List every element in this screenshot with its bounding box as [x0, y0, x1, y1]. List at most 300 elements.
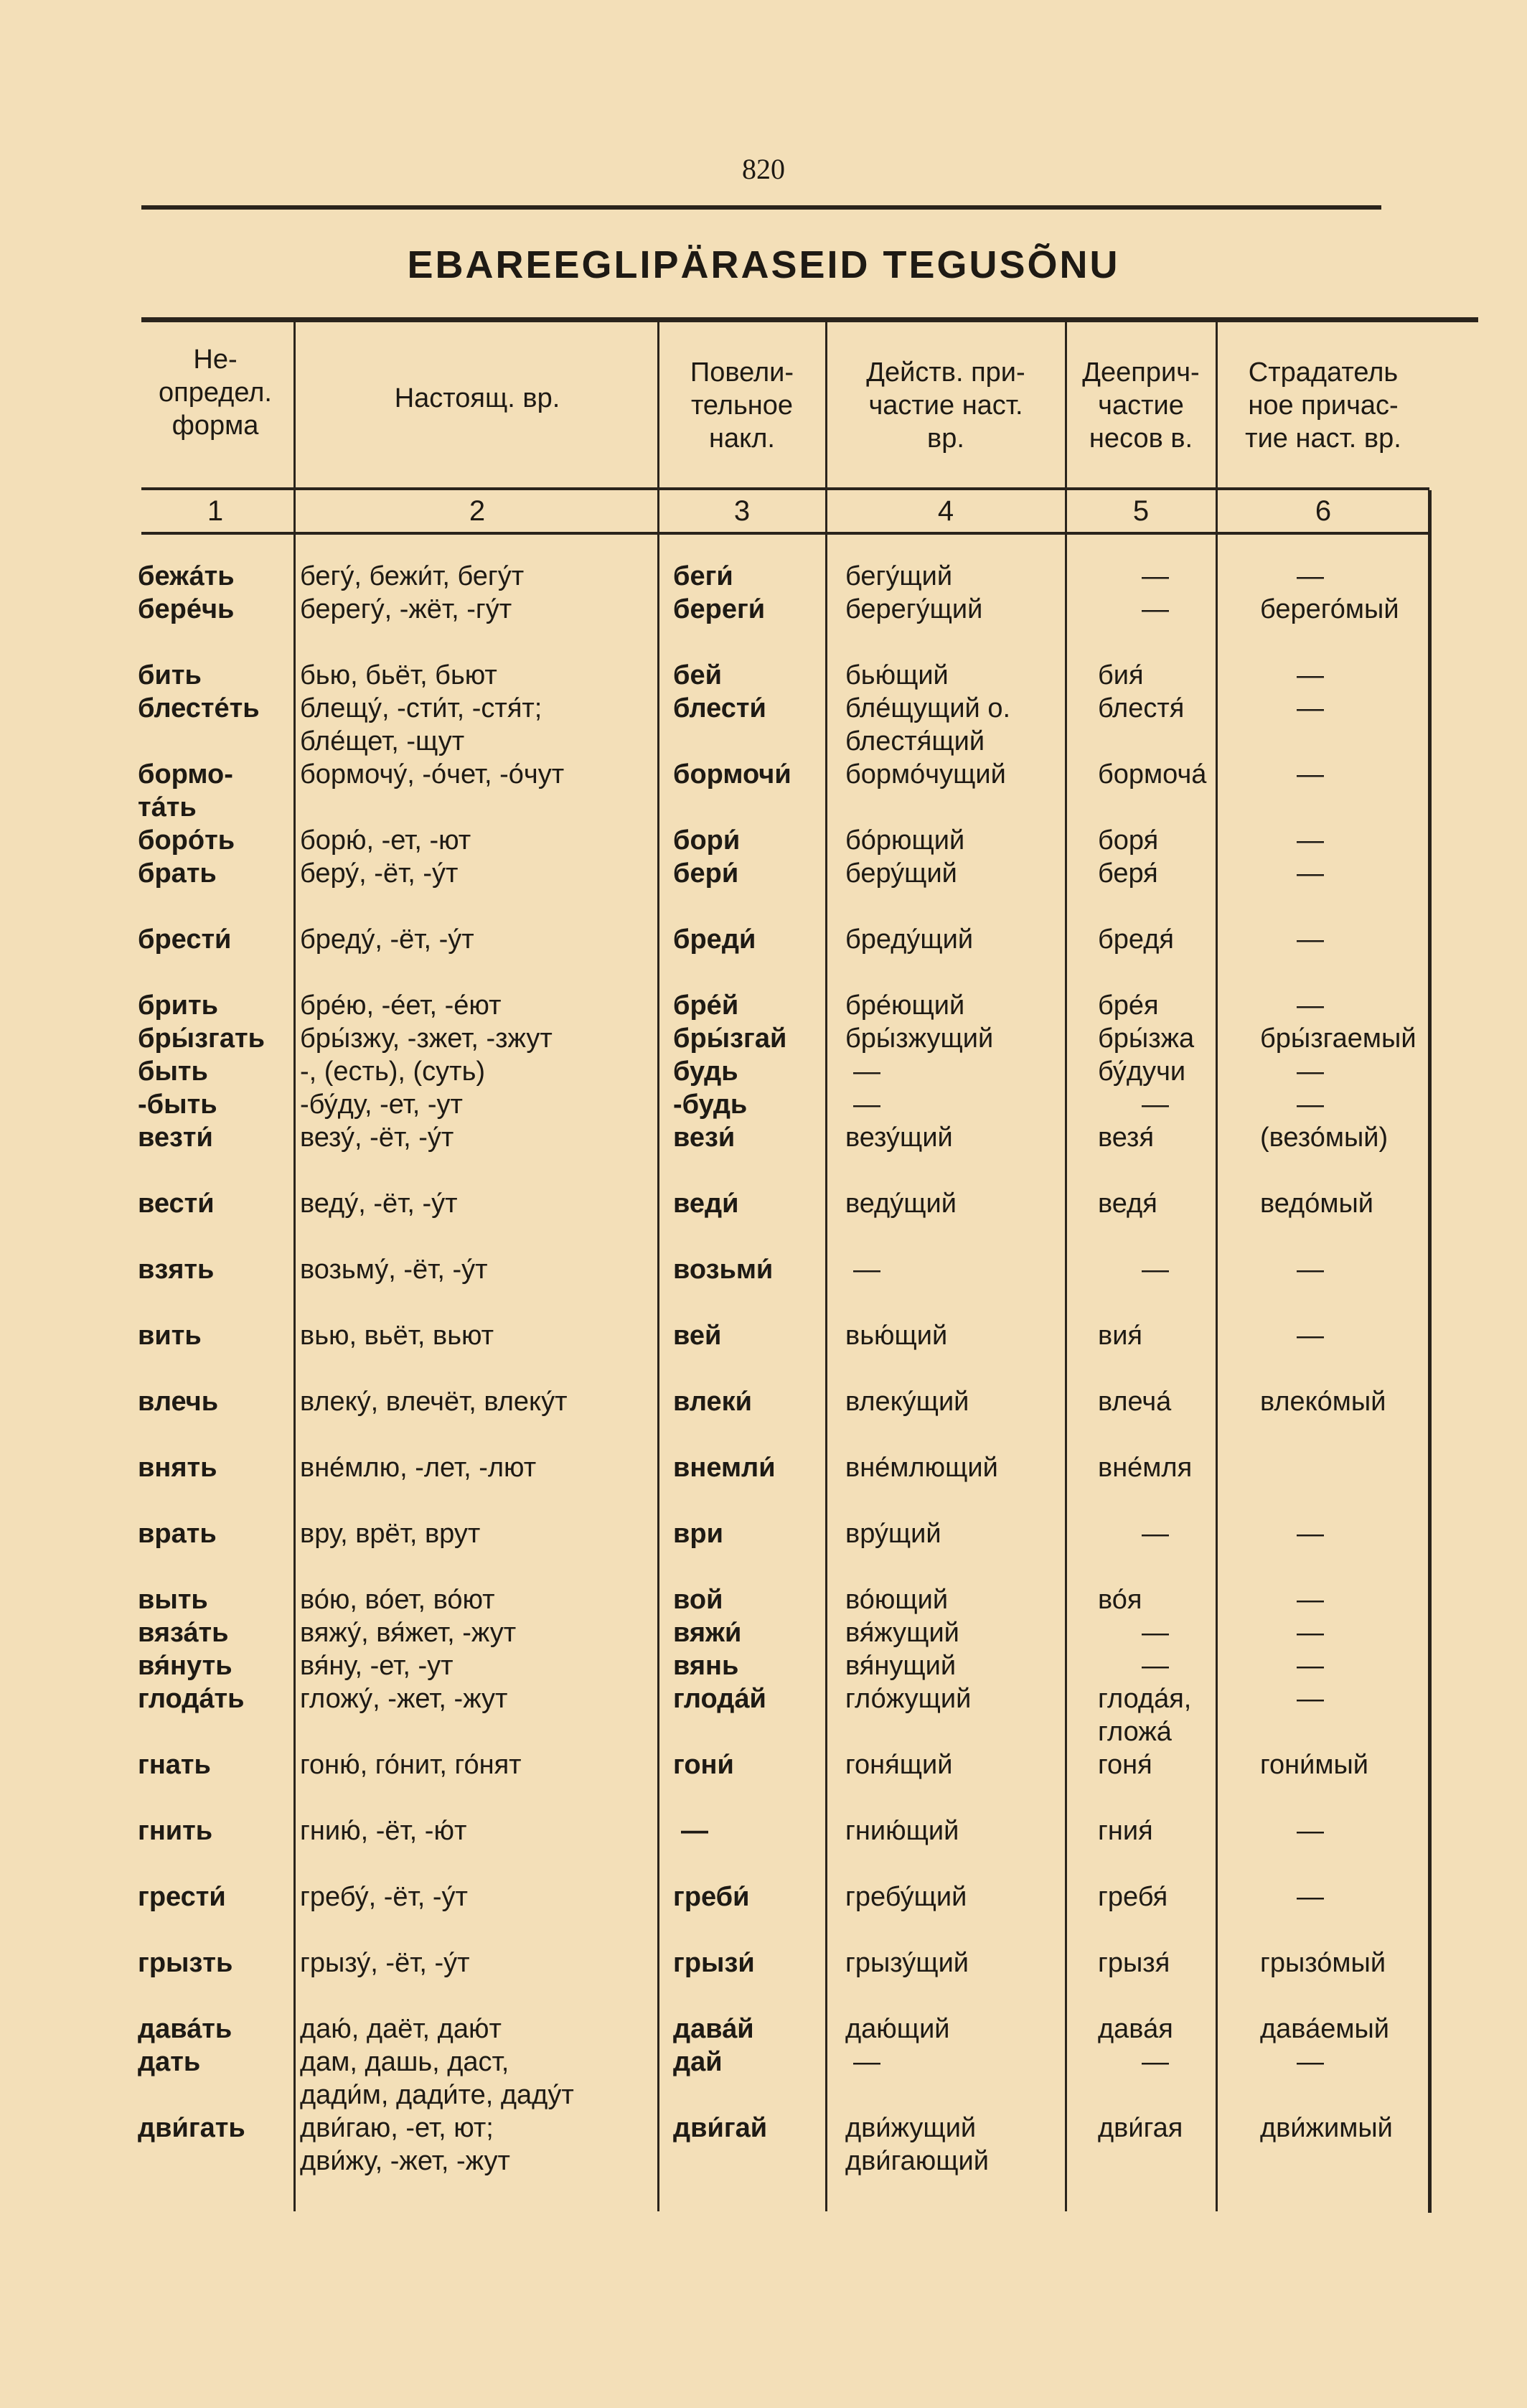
- present-tense-text: бормочу́, -о́чет, -о́чут: [300, 759, 565, 790]
- infinitive-cell: [136, 1385, 294, 1418]
- infinitive-text: дви́гать: [138, 2113, 245, 2143]
- active-participle-cell: [837, 1385, 1088, 1418]
- infinitive-text: вя́нуть: [138, 1651, 232, 1681]
- present-tense-text: вяжу́, вя́жет, -жут: [300, 1618, 517, 1648]
- imperative-cell: [666, 989, 837, 1022]
- spacer-cell: [666, 1418, 837, 1451]
- spacer-cell: [1247, 1847, 1468, 1880]
- present-tense-text: гложу́, -жет, -жут: [300, 1684, 508, 1714]
- imperative-text: внемли́: [673, 1453, 776, 1483]
- adverbial-participle-text: гложа́: [1098, 1717, 1172, 1747]
- spacer-cell: [136, 1847, 294, 1880]
- infinitive-text: бежа́ть: [138, 561, 235, 591]
- active-participle-cell: [837, 1814, 1088, 1847]
- active-participle-text: —: [853, 1255, 880, 1285]
- infinitive-text: брить: [138, 990, 219, 1021]
- passive-participle-cell: [1247, 1187, 1468, 1220]
- spacer-cell: [666, 1847, 837, 1880]
- infinitive-text: дать: [138, 2047, 201, 2077]
- table-row: [136, 593, 1468, 626]
- number-row-bottom-rule: [141, 532, 1429, 535]
- imperative-cell: [666, 1616, 837, 1649]
- passive-participle-text: ведо́мый: [1260, 1189, 1374, 1219]
- infinitive-cell: [136, 758, 294, 791]
- table-row: [136, 1748, 1468, 1781]
- passive-participle-text: берего́мый: [1260, 594, 1399, 624]
- adverbial-participle-cell: [1088, 791, 1247, 824]
- passive-participle-cell: [1247, 1616, 1468, 1649]
- row-spacer: [136, 1550, 1468, 1583]
- table-row: [136, 1616, 1468, 1649]
- active-participle-text: вью́щий: [845, 1321, 948, 1351]
- passive-participle-text: —: [1297, 1585, 1324, 1615]
- present-tense-text: блещу́, -сти́т, -стя́т;: [300, 693, 542, 723]
- header-col-6: Страдатель ное причас- тие наст. вр.: [1245, 357, 1401, 454]
- passive-participle-cell: [1247, 1253, 1468, 1286]
- present-tense-text: веду́, -ёт, -у́т: [300, 1189, 458, 1219]
- infinitive-cell: [136, 1088, 294, 1121]
- infinitive-text: глода́ть: [138, 1684, 245, 1714]
- table-row: [136, 659, 1468, 692]
- adverbial-participle-cell: [1088, 1715, 1247, 1748]
- passive-participle-text: —: [1297, 1618, 1324, 1648]
- active-participle-cell: [837, 1517, 1088, 1550]
- infinitive-cell: [136, 1583, 294, 1616]
- passive-participle-cell: [1247, 2145, 1468, 2178]
- infinitive-cell: [136, 2013, 294, 2046]
- spacer-cell: [666, 1352, 837, 1385]
- spacer-cell: [1088, 956, 1247, 989]
- table-row: [136, 1187, 1468, 1220]
- passive-participle-cell: [1247, 593, 1468, 626]
- infinitive-text: бере́чь: [138, 594, 235, 624]
- adverbial-participle-text: —: [1142, 561, 1169, 591]
- imperative-text: грызи́: [673, 1948, 755, 1978]
- passive-participle-text: влеко́мый: [1260, 1387, 1386, 1417]
- infinitive-cell: [136, 1187, 294, 1220]
- passive-participle-cell: [1247, 758, 1468, 791]
- row-spacer: [136, 1484, 1468, 1517]
- passive-participle-cell: [1247, 2013, 1468, 2046]
- spacer-cell: [1088, 890, 1247, 923]
- present-tense-text: влеку́, влечёт, влеку́т: [300, 1387, 568, 1417]
- row-spacer: [136, 1352, 1468, 1385]
- passive-participle-cell: [1247, 2079, 1468, 2112]
- infinitive-text: вяза́ть: [138, 1618, 229, 1648]
- active-participle-cell: [837, 1055, 1088, 1088]
- infinitive-text: быть: [138, 1057, 208, 1087]
- header-col-3: Повели- тельное накл.: [690, 357, 794, 454]
- spacer-cell: [294, 1286, 666, 1319]
- imperative-text: гони́: [673, 1750, 734, 1780]
- spacer-cell: [837, 1286, 1088, 1319]
- present-tense-text: бреду́, -ёт, -у́т: [300, 924, 474, 955]
- passive-participle-text: —: [1297, 924, 1324, 955]
- spacer-cell: [136, 1352, 294, 1385]
- infinitive-text: врать: [138, 1519, 217, 1549]
- imperative-cell: [666, 1682, 837, 1715]
- adverbial-participle-cell: [1088, 659, 1247, 692]
- active-participle-cell: [837, 1880, 1088, 1913]
- passive-participle-cell: [1247, 1451, 1468, 1484]
- imperative-cell: [666, 1814, 837, 1847]
- spacer-cell: [1088, 1913, 1247, 1946]
- adverbial-participle-text: бры́зжа: [1098, 1023, 1195, 1054]
- spacer-cell: [294, 1550, 666, 1583]
- imperative-text: вянь: [673, 1651, 739, 1681]
- passive-participle-text: —: [1297, 1684, 1324, 1714]
- active-participle-cell: [837, 2013, 1088, 2046]
- imperative-cell: [666, 659, 837, 692]
- adverbial-participle-text: блестя́: [1098, 693, 1185, 723]
- passive-participle-cell: [1247, 1385, 1468, 1418]
- spacer-cell: [1247, 1220, 1468, 1253]
- table-row: [136, 1649, 1468, 1682]
- column-number-3: 3: [733, 495, 751, 527]
- adverbial-participle-cell: [1088, 1583, 1247, 1616]
- imperative-cell: [666, 1649, 837, 1682]
- present-tense-cell: [294, 1583, 666, 1616]
- spacer-cell: [294, 1913, 666, 1946]
- active-participle-cell: [837, 2046, 1088, 2079]
- adverbial-participle-cell: [1088, 1748, 1247, 1781]
- spacer-cell: [1247, 1286, 1468, 1319]
- infinitive-cell: [136, 989, 294, 1022]
- table-row: [136, 857, 1468, 890]
- row-spacer: [136, 890, 1468, 923]
- table-row: [136, 791, 1468, 824]
- adverbial-participle-cell: [1088, 2013, 1247, 2046]
- passive-participle-cell: [1247, 1682, 1468, 1715]
- active-participle-cell: [837, 659, 1088, 692]
- spacer-cell: [837, 956, 1088, 989]
- active-participle-text: бормо́чущий: [845, 759, 1006, 790]
- infinitive-text: внять: [138, 1453, 217, 1483]
- imperative-text: глода́й: [673, 1684, 766, 1714]
- active-participle-text: гнию́щий: [845, 1816, 959, 1846]
- adverbial-participle-text: —: [1142, 594, 1169, 624]
- active-participle-text: во́ющий: [845, 1585, 949, 1615]
- imperative-cell: [666, 923, 837, 956]
- imperative-cell: [666, 2145, 837, 2178]
- passive-participle-cell: [1247, 725, 1468, 758]
- active-participle-text: —: [853, 1057, 880, 1087]
- spacer-cell: [1247, 1154, 1468, 1187]
- present-tense-text: вру, врёт, врут: [300, 1519, 481, 1549]
- present-tense-text: даю́, даёт, даю́т: [300, 2014, 502, 2044]
- passive-participle-text: дви́жимый: [1260, 2113, 1393, 2143]
- active-participle-cell: [837, 2145, 1088, 2178]
- imperative-text: береги́: [673, 594, 766, 624]
- adverbial-participle-text: дава́я: [1098, 2014, 1173, 2044]
- imperative-cell: [666, 1022, 837, 1055]
- column-number-4: 4: [937, 495, 954, 527]
- adverbial-participle-text: —: [1142, 1255, 1169, 1285]
- present-tense-cell: [294, 824, 666, 857]
- infinitive-text: грызть: [138, 1948, 233, 1978]
- present-tense-cell: [294, 1385, 666, 1418]
- adverbial-participle-cell: [1088, 1253, 1247, 1286]
- spacer-cell: [136, 890, 294, 923]
- row-spacer: [136, 1418, 1468, 1451]
- adverbial-participle-cell: [1088, 560, 1247, 593]
- spacer-cell: [136, 1484, 294, 1517]
- infinitive-cell: [136, 725, 294, 758]
- present-tense-text: -бу́ду, -ет, -ут: [300, 1090, 463, 1120]
- table-row: [136, 2046, 1468, 2079]
- passive-participle-cell: [1247, 659, 1468, 692]
- imperative-cell: [666, 2079, 837, 2112]
- active-participle-text: бры́зжущий: [845, 1023, 994, 1054]
- spacer-cell: [1088, 1154, 1247, 1187]
- present-tense-cell: [294, 1616, 666, 1649]
- active-participle-text: гло́жущий: [845, 1684, 972, 1714]
- adverbial-participle-cell: [1088, 857, 1247, 890]
- present-tense-cell: [294, 1319, 666, 1352]
- adverbial-participle-cell: [1088, 725, 1247, 758]
- table-row: [136, 2112, 1468, 2145]
- spacer-cell: [294, 1484, 666, 1517]
- active-participle-cell: [837, 593, 1088, 626]
- spacer-cell: [1247, 1913, 1468, 1946]
- present-tense-text: дади́м, дади́те, даду́т: [300, 2080, 574, 2110]
- adverbial-participle-text: бре́я: [1098, 990, 1159, 1021]
- column-number-2: 2: [469, 495, 486, 527]
- imperative-cell: [666, 1385, 837, 1418]
- infinitive-cell: [136, 2079, 294, 2112]
- active-participle-cell: [837, 1022, 1088, 1055]
- imperative-cell: [666, 1055, 837, 1088]
- infinitive-cell: [136, 824, 294, 857]
- imperative-cell: [666, 1253, 837, 1286]
- adverbial-participle-text: —: [1142, 1618, 1169, 1648]
- imperative-text: дви́гай: [673, 2113, 768, 2143]
- passive-participle-text: —: [1297, 1321, 1324, 1351]
- imperative-text: -будь: [673, 1090, 748, 1120]
- present-tense-cell: [294, 2013, 666, 2046]
- imperative-text: вези́: [673, 1123, 736, 1153]
- present-tense-text: бью, бьёт, бьют: [300, 660, 497, 690]
- active-participle-text: вя́жущий: [845, 1618, 959, 1648]
- spacer-cell: [294, 626, 666, 659]
- adverbial-participle-text: дви́гая: [1098, 2113, 1183, 2143]
- passive-participle-cell: [1247, 2112, 1468, 2145]
- adverbial-participle-text: вне́мля: [1098, 1453, 1193, 1483]
- spacer-cell: [837, 1781, 1088, 1814]
- spacer-cell: [136, 1550, 294, 1583]
- table-row: [136, 560, 1468, 593]
- adverbial-participle-text: бормоча́: [1098, 759, 1207, 790]
- imperative-text: дава́й: [673, 2014, 754, 2044]
- spacer-cell: [666, 1550, 837, 1583]
- infinitive-text: брести́: [138, 924, 232, 955]
- present-tense-text: грызу́, -ёт, -у́т: [300, 1948, 470, 1978]
- infinitive-cell: [136, 1517, 294, 1550]
- spacer-cell: [136, 1286, 294, 1319]
- active-participle-cell: [837, 1946, 1088, 1980]
- passive-participle-text: —: [1297, 858, 1324, 889]
- present-tense-cell: [294, 1880, 666, 1913]
- spacer-cell: [666, 956, 837, 989]
- present-tense-cell: [294, 1649, 666, 1682]
- active-participle-text: бреду́щий: [845, 924, 974, 955]
- active-participle-cell: [837, 1715, 1088, 1748]
- passive-participle-text: —: [1297, 2047, 1324, 2077]
- spacer-cell: [294, 1154, 666, 1187]
- table-row: [136, 1253, 1468, 1286]
- header-bottom-rule: [141, 487, 1429, 490]
- passive-participle-cell: [1247, 1055, 1468, 1088]
- imperative-cell: [666, 2112, 837, 2145]
- present-tense-text: бегу́, бежи́т, бегу́т: [300, 561, 525, 591]
- passive-participle-text: —: [1297, 1519, 1324, 1549]
- spacer-cell: [666, 1781, 837, 1814]
- spacer-cell: [1247, 956, 1468, 989]
- spacer-cell: [294, 1220, 666, 1253]
- header-col-4: Действ. при- частие наст. вр.: [866, 357, 1025, 454]
- adverbial-participle-cell: [1088, 1385, 1247, 1418]
- present-tense-text: берегу́, -жёт, -гу́т: [300, 594, 512, 624]
- infinitive-text: бормо-: [138, 759, 233, 790]
- active-participle-cell: [837, 758, 1088, 791]
- present-tense-cell: [294, 2046, 666, 2079]
- active-participle-text: бре́ющий: [845, 990, 965, 1021]
- imperative-cell: [666, 2046, 837, 2079]
- infinitive-cell: [136, 659, 294, 692]
- active-participle-cell: [837, 1187, 1088, 1220]
- table-row: [136, 1946, 1468, 1980]
- infinitive-cell: [136, 1022, 294, 1055]
- present-tense-text: бры́зжу, -зжет, -зжут: [300, 1023, 553, 1054]
- passive-participle-text: —: [1297, 1255, 1324, 1285]
- present-tense-cell: [294, 1253, 666, 1286]
- infinitive-cell: [136, 1682, 294, 1715]
- spacer-cell: [837, 1550, 1088, 1583]
- row-spacer: [136, 1154, 1468, 1187]
- active-participle-cell: [837, 1121, 1088, 1154]
- active-participle-cell: [837, 2112, 1088, 2145]
- infinitive-text: брать: [138, 858, 217, 889]
- imperative-cell: [666, 1187, 837, 1220]
- present-tense-text: бле́щет, -щут: [300, 726, 465, 756]
- table-row: [136, 1088, 1468, 1121]
- present-tense-text: гребу́, -ёт, -у́т: [300, 1882, 468, 1912]
- active-participle-cell: [837, 989, 1088, 1022]
- spacer-cell: [666, 1154, 837, 1187]
- table-row: [136, 1517, 1468, 1550]
- imperative-text: беги́: [673, 561, 733, 591]
- passive-participle-cell: [1247, 1715, 1468, 1748]
- active-participle-text: —: [853, 1090, 880, 1120]
- active-participle-text: даю́щий: [845, 2014, 950, 2044]
- header-col-5: Дееприч- частие несов в.: [1082, 357, 1200, 454]
- present-tense-text: дви́гаю, -ет, ют;: [300, 2113, 494, 2143]
- present-tense-text: гнию́, -ёт, -ю́т: [300, 1816, 467, 1846]
- passive-participle-cell: [1247, 1946, 1468, 1980]
- active-participle-cell: [837, 560, 1088, 593]
- spacer-cell: [837, 1220, 1088, 1253]
- table-row: [136, 2079, 1468, 2112]
- spacer-cell: [1088, 1484, 1247, 1517]
- infinitive-cell: [136, 593, 294, 626]
- infinitive-cell: [136, 1715, 294, 1748]
- infinitive-cell: [136, 857, 294, 890]
- table-row: [136, 2013, 1468, 2046]
- infinitive-cell: [136, 1055, 294, 1088]
- present-tense-text: во́ю, во́ет, во́ют: [300, 1585, 495, 1615]
- table-row: [136, 1715, 1468, 1748]
- active-participle-text: вне́млющий: [845, 1453, 998, 1483]
- spacer-cell: [666, 1484, 837, 1517]
- adverbial-participle-text: гребя́: [1098, 1882, 1168, 1912]
- present-tense-text: возьму́, -ёт, -у́т: [300, 1255, 488, 1285]
- imperative-text: будь: [673, 1057, 738, 1087]
- present-tense-text: -, (есть), (суть): [300, 1057, 486, 1087]
- spacer-cell: [136, 1220, 294, 1253]
- infinitive-text: взять: [138, 1255, 215, 1285]
- top-rule: [141, 205, 1381, 210]
- active-participle-cell: [837, 1649, 1088, 1682]
- spacer-cell: [666, 1980, 837, 2013]
- passive-participle-cell: [1247, 2046, 1468, 2079]
- adverbial-participle-cell: [1088, 989, 1247, 1022]
- adverbial-participle-cell: [1088, 2112, 1247, 2145]
- imperative-text: бери́: [673, 858, 739, 889]
- adverbial-participle-text: глода́я,: [1098, 1684, 1192, 1714]
- spacer-cell: [666, 1913, 837, 1946]
- imperative-text: бори́: [673, 825, 741, 856]
- infinitive-text: везти́: [138, 1123, 213, 1153]
- spacer-cell: [1247, 1781, 1468, 1814]
- adverbial-participle-cell: [1088, 758, 1247, 791]
- passive-participle-text: —: [1297, 1057, 1324, 1087]
- present-tense-cell: [294, 1022, 666, 1055]
- passive-participle-cell: [1247, 1121, 1468, 1154]
- spacer-cell: [837, 1913, 1088, 1946]
- active-participle-cell: [837, 725, 1088, 758]
- imperative-cell: [666, 1451, 837, 1484]
- present-tense-text: везу́, -ёт, -у́т: [300, 1123, 454, 1153]
- active-participle-cell: [837, 1748, 1088, 1781]
- adverbial-participle-text: гоня́: [1098, 1750, 1152, 1780]
- active-participle-cell: [837, 857, 1088, 890]
- passive-participle-text: (везо́мый): [1260, 1123, 1389, 1153]
- passive-participle-text: грызо́мый: [1260, 1948, 1386, 1978]
- present-tense-cell: [294, 593, 666, 626]
- infinitive-cell: [136, 2145, 294, 2178]
- spacer-cell: [294, 890, 666, 923]
- verb-table: [136, 560, 1468, 2178]
- infinitive-text: влечь: [138, 1387, 219, 1417]
- spacer-cell: [294, 1352, 666, 1385]
- active-participle-text: дви́жущий: [845, 2113, 977, 2143]
- passive-participle-cell: [1247, 1517, 1468, 1550]
- infinitive-text: гнать: [138, 1750, 211, 1780]
- adverbial-participle-text: грызя́: [1098, 1948, 1170, 1978]
- spacer-cell: [136, 956, 294, 989]
- spacer-cell: [666, 1220, 837, 1253]
- active-participle-text: бо́рющий: [845, 825, 965, 856]
- active-participle-text: дви́гающий: [845, 2146, 989, 2176]
- spacer-cell: [1247, 1352, 1468, 1385]
- adverbial-participle-cell: [1088, 1451, 1247, 1484]
- imperative-cell: [666, 692, 837, 725]
- imperative-cell: [666, 857, 837, 890]
- active-participle-text: везу́щий: [845, 1123, 953, 1153]
- row-spacer: [136, 956, 1468, 989]
- table-row: [136, 2145, 1468, 2178]
- infinitive-text: та́ть: [138, 792, 197, 823]
